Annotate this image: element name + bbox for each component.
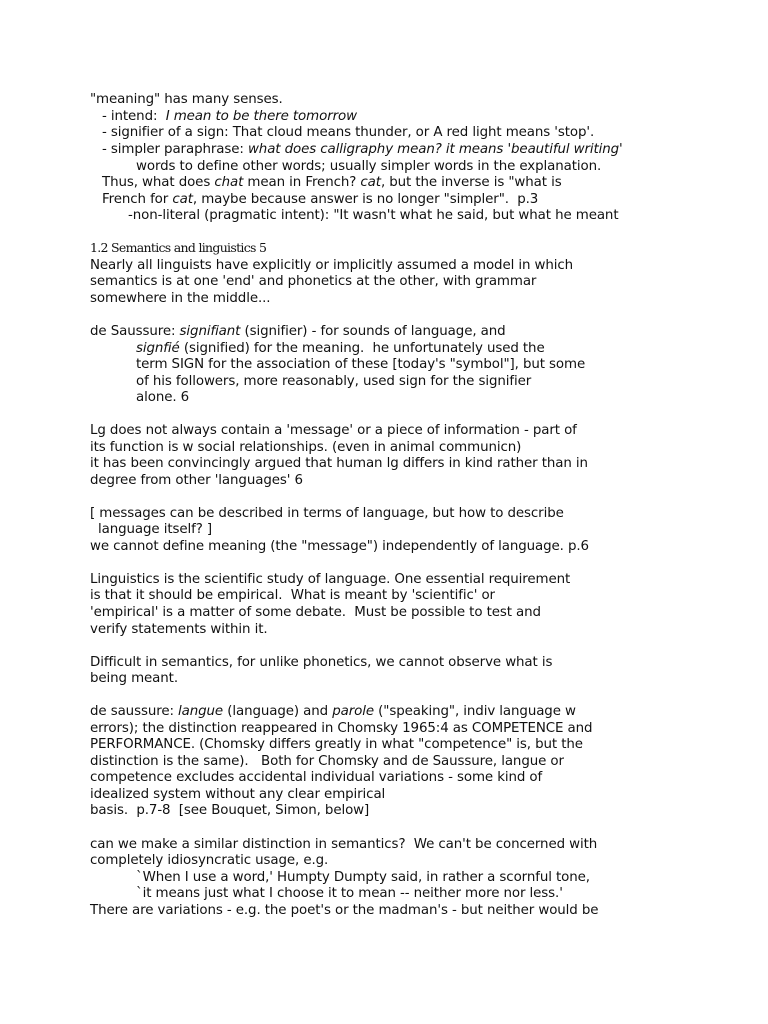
text-line	[90, 787, 385, 803]
text-line	[90, 837, 597, 853]
text-line	[90, 605, 541, 621]
text-run: (signified) for the meaning. he unfortunately used the	[179, 341, 545, 356]
text-line	[98, 522, 212, 538]
text-run: de saussure:	[90, 704, 179, 719]
text-run: - simpler paraphrase:	[102, 142, 248, 157]
text-line	[90, 258, 573, 274]
text-run: alone. 6	[136, 390, 190, 405]
text-line	[90, 721, 592, 737]
text-line	[136, 341, 545, 357]
text-line	[90, 655, 552, 671]
text-run: `it means just what I choose it to mean -- neither more nor less.'	[136, 886, 563, 901]
text-run: its function is w social relationships. (even in animal communicn)	[90, 440, 522, 455]
text-run: basis. p.7-8 [see Bouquet, Simon, below]	[90, 803, 370, 818]
text-line	[90, 572, 570, 588]
text-line	[136, 159, 601, 175]
text-line	[90, 440, 521, 456]
text-line	[136, 357, 585, 373]
text-run: Nearly all linguists have explicitly or implicitly assumed a model in which	[90, 258, 574, 273]
text-run: idealized system without any clear empirical	[90, 787, 386, 802]
text-run: Lg does not always contain a 'message' or a piece of information - part of	[90, 423, 577, 438]
text-run: competence excludes accidental individual variations - some kind of	[90, 770, 543, 785]
text-run: completely idiosyncratic usage, e.g.	[90, 853, 329, 868]
text-run: PERFORMANCE. (Chomsky differs greatly in what "competence" is, but the	[90, 737, 583, 752]
text-run: - signifier of a sign: That cloud means thunder, or A red light means 'stop'.	[102, 125, 595, 140]
text-run: - intend:	[102, 109, 166, 124]
text-run: being meant.	[90, 671, 178, 686]
text-line	[102, 175, 562, 191]
text-line	[90, 588, 495, 604]
text-line	[102, 125, 594, 141]
text-run: Linguistics is the scientific study of language. One essential requirement	[90, 572, 571, 587]
text-run: French for	[102, 192, 173, 207]
text-run: 'empirical' is a matter of some debate. Must be possible to test and	[90, 605, 541, 620]
text-run: ("speaking", indiv language w	[374, 704, 576, 719]
text-run: mean in French?	[243, 175, 361, 190]
text-run: language itself? ]	[98, 522, 213, 537]
text-run: Thus, what does	[102, 175, 215, 190]
text-line	[90, 671, 178, 687]
text-line	[90, 274, 536, 290]
text-line	[90, 423, 577, 439]
text-line	[90, 456, 588, 472]
text-line	[90, 803, 369, 819]
text-run: There are variations - e.g. the poet's or the madman's - but neither would be	[90, 903, 599, 918]
text-run: distinction is the same). Both for Chomsky and de Saussure, langue or	[90, 754, 564, 769]
italic-run: signfié	[136, 341, 180, 356]
text-run: (signifier) - for sounds of language, and	[240, 324, 506, 339]
text-line	[136, 390, 189, 406]
text-run: , but the inverse is "what is	[380, 175, 562, 190]
text-run: (language) and	[223, 704, 333, 719]
text-line	[90, 324, 506, 340]
text-line	[90, 92, 283, 108]
text-line	[90, 903, 598, 919]
text-line	[90, 737, 583, 753]
quote-line	[136, 886, 563, 902]
text-line	[136, 374, 531, 390]
text-run: semantics is at one 'end' and phonetics at the other, with grammar	[90, 274, 537, 289]
italic-run: cat	[360, 175, 381, 190]
text-run: [ messages can be described in terms of language, but how to describe	[90, 506, 564, 521]
text-run: of his followers, more reasonably, used sign for the signifier	[136, 374, 532, 389]
text-run: degree from other 'languages' 6	[90, 473, 303, 488]
text-line	[128, 208, 618, 224]
quote-line	[136, 870, 590, 886]
text-line	[90, 754, 564, 770]
text-run: term SIGN for the association of these [today's "symbol"], but some	[136, 357, 586, 372]
text-line	[90, 539, 589, 555]
text-run: verify statements within it.	[90, 622, 268, 637]
italic-run: I mean to be there tomorrow	[165, 109, 357, 124]
text-run: is that it should be empirical. What is meant by 'scientific' or	[90, 588, 495, 603]
text-run: can we make a similar distinction in semantics? We can't be concerned with	[90, 837, 598, 852]
text-run: "meaning" has many senses.	[90, 92, 283, 107]
section-heading: 1.2 Semantics and linguistics 5	[90, 240, 267, 255]
italic-run: what does calligraphy mean? it means 'beautiful writing'	[247, 142, 623, 157]
text-run: `When I use a word,' Humpty Dumpty said, in rather a scornful tone,	[136, 870, 590, 885]
text-run: somewhere in the middle...	[90, 291, 271, 306]
text-run: -non-literal (pragmatic intent): "It wasn't what he said, but what he meant	[128, 208, 619, 223]
text-run: we cannot define meaning (the "message") independently of language. p.6	[90, 539, 589, 554]
text-run: , maybe because answer is no longer "simpler". p.3	[192, 192, 539, 207]
italic-run: chat	[214, 175, 244, 190]
italic-run: signifiant	[179, 324, 241, 339]
italic-run: langue	[178, 704, 224, 719]
text-line	[90, 770, 542, 786]
text-run: de Saussure:	[90, 324, 180, 339]
text-line	[90, 473, 303, 489]
text-line	[102, 109, 357, 125]
text-line	[102, 142, 623, 158]
italic-run: parole	[332, 704, 374, 719]
text-line	[102, 192, 538, 208]
text-line	[90, 704, 576, 720]
text-line	[90, 622, 268, 638]
text-run: words to define other words; usually simpler words in the explanation.	[136, 159, 602, 174]
text-run: it has been convincingly argued that human lg differs in kind rather than in	[90, 456, 588, 471]
text-run: Difficult in semantics, for unlike phonetics, we cannot observe what is	[90, 655, 553, 670]
text-line	[90, 853, 328, 869]
italic-run: cat	[172, 192, 193, 207]
text-run: errors); the distinction reappeared in Chomsky 1965:4 as COMPETENCE and	[90, 721, 593, 736]
text-line	[90, 506, 564, 522]
text-line	[90, 291, 270, 307]
